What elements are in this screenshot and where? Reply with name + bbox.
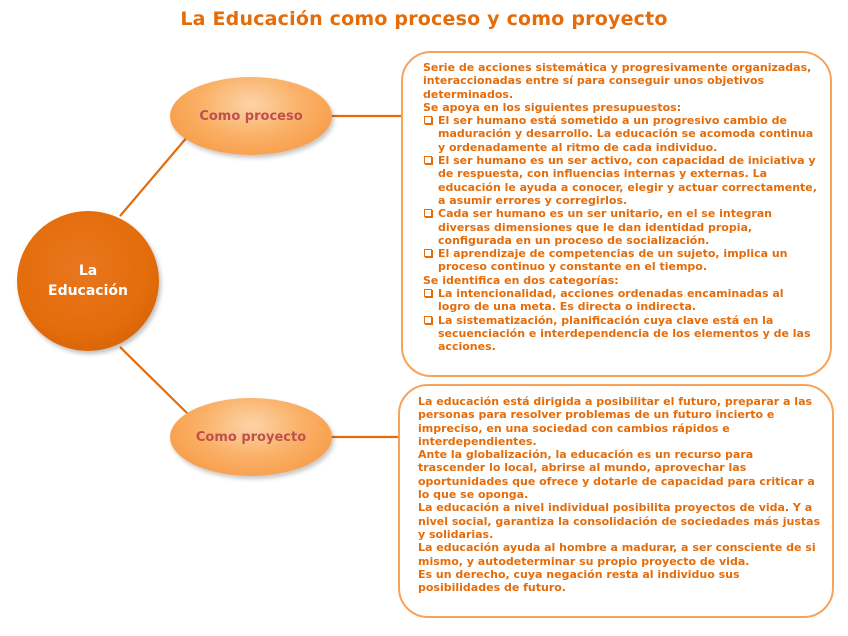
- root-label-line2: Educación: [48, 283, 128, 299]
- proceso-intro: Serie de acciones sistemática y progresivamente organizadas, interaccionadas entre sí para conseguir unos objetivos determinados.: [423, 61, 812, 101]
- checkbox-bullet-icon: [424, 249, 432, 257]
- list-item: La intencionalidad, acciones ordenadas encaminadas al logro de una meta. Es directa o indirecta.: [423, 287, 818, 314]
- node-como-proceso[interactable]: [170, 77, 332, 155]
- connector-root-proyecto: [120, 347, 188, 414]
- root-label-line1: La: [78, 262, 98, 279]
- list-item: El aprendizaje de competencias de un sujeto, implica un proceso continuo y constante en el tiempo.: [423, 247, 818, 274]
- root-node[interactable]: [17, 211, 159, 351]
- list-item: El ser humano es un ser activo, con capacidad de iniciativa y de respuesta, con influencias internas y externas. La educación le ayuda a conocer, elegir y actuar correctamente, a asumir errores y corregirlos.: [423, 154, 818, 207]
- checkbox-bullet-icon: [424, 289, 432, 297]
- page-title: La Educación como proceso y como proyecto: [180, 8, 668, 30]
- categorias-heading: Se identifica en dos categorías:: [423, 273, 619, 287]
- list-item: La sistematización, planificación cuya clave está en la secuenciación e interdependencia de los elementos y de las acciones.: [423, 314, 818, 354]
- checkbox-bullet-icon: [424, 116, 432, 124]
- proyecto-paragraph: La educación a nivel individual posibilita proyectos de vida. Y a nivel social, garantiza la consolidación de sociedades más justas y solidarias.: [418, 501, 821, 541]
- checkbox-bullet-icon: [424, 316, 432, 324]
- presupuestos-heading: Se apoya en los siguientes presupuestos:: [423, 100, 682, 114]
- node-label: Como proceso: [199, 108, 303, 124]
- connector-root-proceso: [120, 136, 188, 216]
- node-como-proyecto[interactable]: [170, 398, 332, 476]
- categorias-list: [423, 287, 818, 353]
- proyecto-paragraph: La educación ayuda al hombre a madurar, a ser consciente de si mismo, y autodeterminar su propio proyecto de vida.: [418, 541, 816, 568]
- checkbox-bullet-icon: [424, 156, 432, 164]
- proyecto-paragraph: La educación está dirigida a posibilitar el futuro, preparar a las personas para resolver problemas de un futuro incierto e impreciso, en una sociedad con cambios rápidos e interdependientes.: [418, 395, 813, 448]
- list-item: El ser humano está sometido a un progresivo cambio de maduración y desarrollo. La educación se acomoda continua y ordenadamente al ritmo de cada individuo.: [423, 114, 818, 154]
- presupuestos-list: [423, 114, 818, 274]
- list-item: Cada ser humano es un ser unitario, en el se integran diversas dimensiones que le dan identidad propia, configurada en un proceso de socialización.: [423, 207, 818, 247]
- proyecto-description-box: [398, 384, 834, 618]
- checkbox-bullet-icon: [424, 209, 432, 217]
- proyecto-paragraph: Ante la globalización, la educación es un recurso para trascender lo local, abrirse al mundo, aprovechar las oportunidades que ofrece y dotarle de capacidad para criticar a lo que se oponga.: [418, 448, 815, 502]
- node-label: Como proyecto: [195, 429, 307, 445]
- proyecto-paragraph: Es un derecho, cuya negación resta al individuo sus posibilidades de futuro.: [418, 567, 740, 595]
- proceso-description-box: [401, 51, 832, 377]
